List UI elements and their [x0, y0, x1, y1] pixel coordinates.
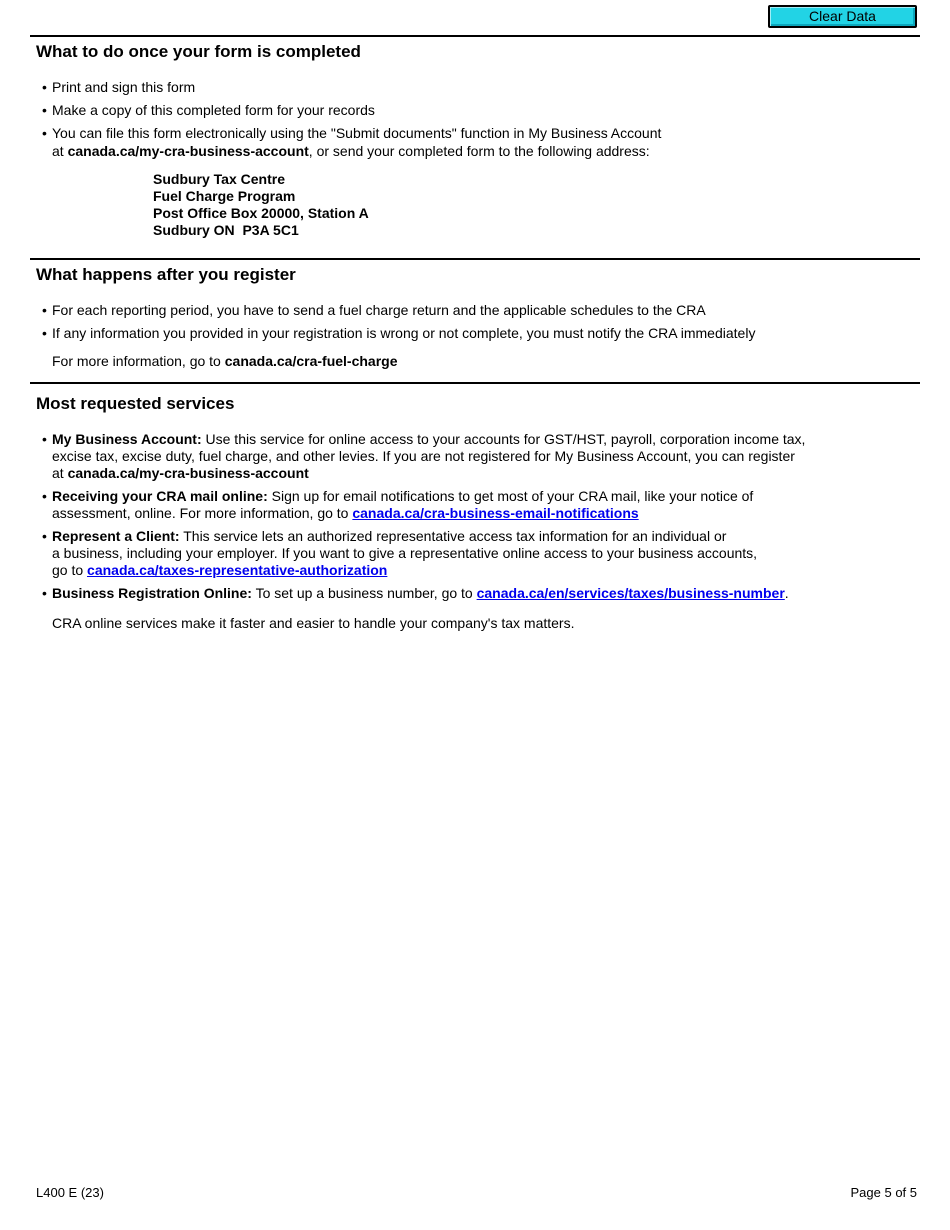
inline-link[interactable]: canada.ca/en/services/taxes/business-number: [476, 585, 785, 601]
text-run: Print and sign this form: [52, 79, 196, 95]
section-divider: [30, 258, 920, 260]
bullet-item: [52, 488, 920, 522]
text-run: For more information, go to: [52, 353, 225, 369]
bold-text: canada.ca/my-cra-business-account: [67, 143, 309, 159]
address-line: Fuel Charge Program: [153, 188, 296, 204]
section-divider: [30, 35, 920, 37]
text-run: To set up a business number, go to: [251, 585, 477, 601]
bold-text: Receiving your CRA mail online:: [52, 488, 268, 504]
text-run: CRA online services make it faster and easier to handle your company's tax matters.: [52, 615, 575, 631]
text-run: at: [52, 143, 68, 159]
bullet-list: [52, 301, 920, 342]
bullet-item: [52, 528, 920, 579]
mailing-address: [153, 171, 920, 239]
address-line: Sudbury Tax Centre: [153, 171, 285, 187]
bold-text: Represent a Client:: [52, 528, 180, 544]
address-line: Sudbury ON P3A 5C1: [153, 222, 299, 238]
section-heading: What happens after you register: [36, 265, 296, 284]
bullet-list: [52, 78, 920, 160]
clear-data-button[interactable]: Clear Data: [768, 5, 917, 28]
inline-link[interactable]: canada.ca/cra-business-email-notifications: [352, 505, 639, 521]
more-info-paragraph: [52, 352, 920, 370]
address-line: Post Office Box 20000, Station A: [153, 205, 369, 221]
form-number: L400 E (23): [36, 1185, 104, 1200]
bullet-item: [52, 431, 920, 482]
text-run: Use this service for online access to your accounts for GST/HST, payroll, corporation income tax,: [201, 431, 806, 447]
page-content: [30, 35, 920, 632]
text-run: This service lets an authorized representative access tax information for an individual or: [179, 528, 727, 544]
bullet-item: [52, 78, 920, 96]
section-heading: Most requested services: [36, 394, 235, 413]
text-run: If any information you provided in your registration is wrong or not complete, you must notify the CRA immediately: [52, 325, 756, 341]
closing-paragraph: [52, 614, 920, 632]
section-most-requested: [30, 394, 920, 632]
bullet-item: [52, 124, 920, 160]
bold-text: canada.ca/my-cra-business-account: [67, 465, 309, 481]
inline-link[interactable]: canada.ca/taxes-representative-authorization: [87, 562, 388, 578]
bold-text: Business Registration Online:: [52, 585, 252, 601]
bold-text: canada.ca/cra-fuel-charge: [224, 353, 398, 369]
text-run: assessment, online. For more information, go to: [52, 505, 353, 521]
text-run: For each reporting period, you have to send a fuel charge return and the applicable schedules to the CRA: [52, 302, 706, 318]
bullet-item: [52, 324, 920, 342]
page-footer: [36, 1185, 917, 1200]
text-run: , or send your completed form to the following address:: [308, 143, 650, 159]
text-run: Make a copy of this completed form for your records: [52, 102, 375, 118]
section-after-register: [30, 265, 920, 370]
section-divider: [30, 382, 920, 384]
text-run: excise tax, excise duty, fuel charge, and other levies. If you are not registered for My Business Account, you can register: [52, 448, 795, 464]
text-run: .: [784, 585, 789, 601]
bullet-item: [52, 301, 920, 319]
bullet-item: [52, 101, 920, 119]
text-run: You can file this form electronically using the "Submit documents" function in My Business Account: [52, 125, 662, 141]
bullet-list: [52, 431, 920, 602]
text-run: at: [52, 465, 68, 481]
page-indicator: Page 5 of 5: [850, 1185, 917, 1200]
text-run: go to: [52, 562, 88, 578]
text-run: Sign up for email notifications to get most of your CRA mail, like your notice of: [267, 488, 754, 504]
section-what-to-do: [30, 42, 920, 239]
bullet-item: [52, 585, 920, 602]
section-heading: What to do once your form is completed: [36, 42, 361, 61]
bold-text: My Business Account:: [52, 431, 202, 447]
text-run: a business, including your employer. If you want to give a representative online access to your business accounts,: [52, 545, 758, 561]
